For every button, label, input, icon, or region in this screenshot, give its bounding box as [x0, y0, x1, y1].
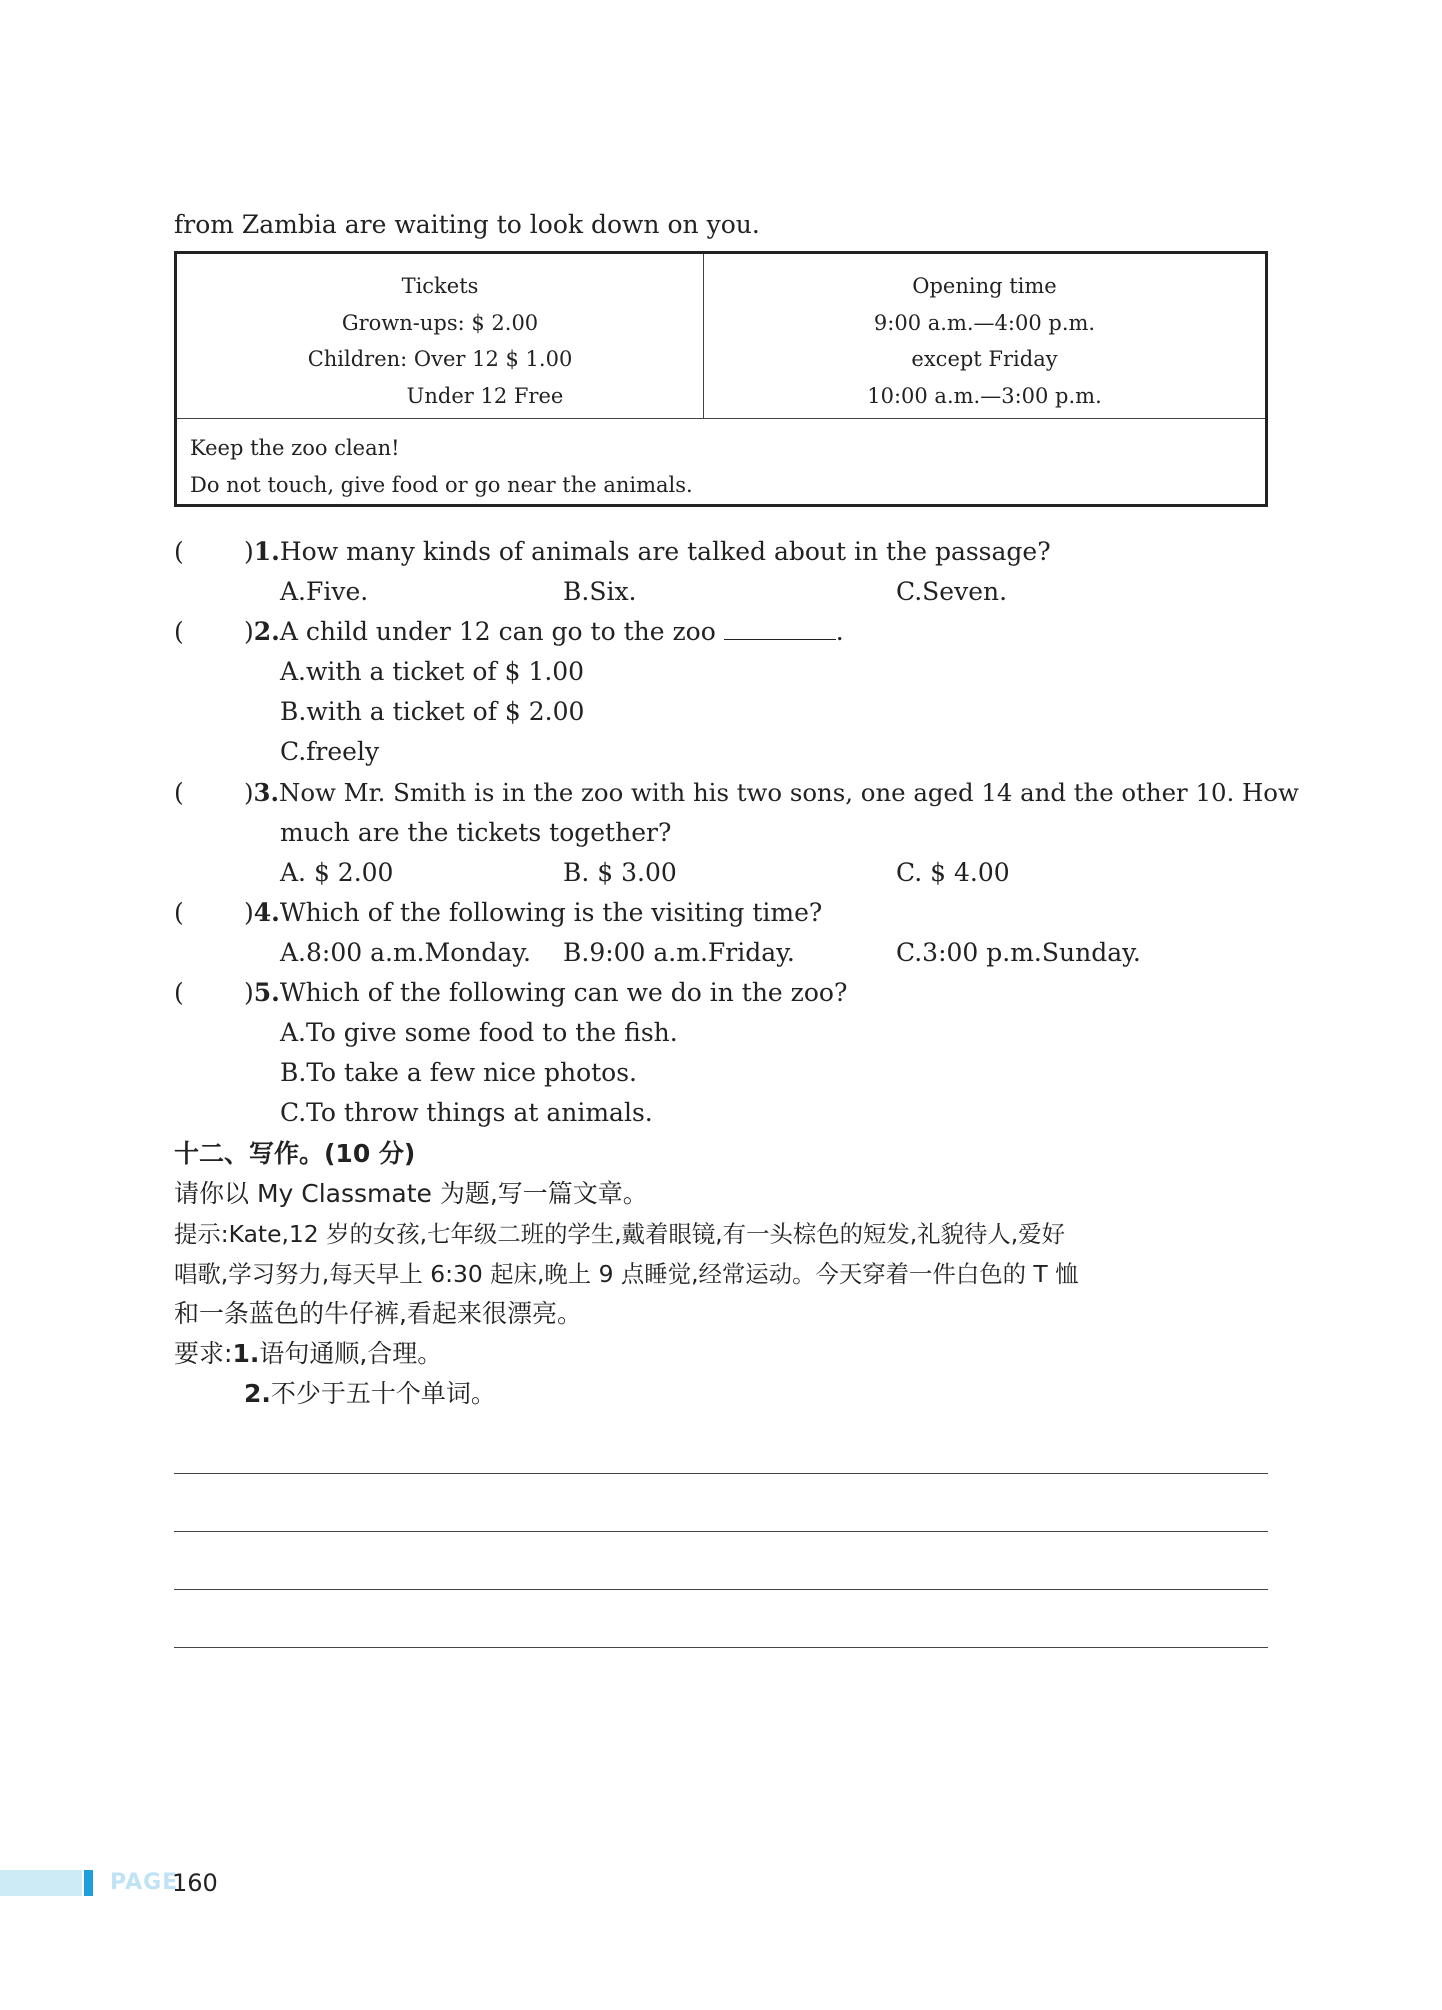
opening-hours: 9:00 a.m.—4:00 p.m.	[873, 310, 1096, 335]
q3-option-b: B. $ 3.00	[563, 858, 677, 887]
question-4	[174, 893, 184, 933]
writing-section-title: 十二、写作。(10 分)	[174, 1139, 416, 1168]
tickets-cell	[177, 254, 704, 418]
page-footer-bar	[0, 1870, 82, 1896]
question-text: Now Mr. Smith is in the zoo with his two sons, one aged 14 and the other 10. How	[279, 778, 1299, 807]
q4-option-a: A.8:00 a.m.Monday.	[280, 938, 532, 967]
q4-option-b: B.9:00 a.m.Friday.	[563, 938, 795, 967]
rule-2: Do not touch, give food or go near the animals.	[190, 472, 693, 497]
answer-paren-close: )	[244, 898, 254, 927]
question-text: A child under 12 can go to the zoo	[279, 617, 716, 646]
q1-option-a: A.Five.	[280, 577, 369, 606]
writing-line-3[interactable]	[174, 1589, 1268, 1590]
q3-option-c: C. $ 4.00	[896, 858, 1010, 887]
question-number: 4.	[253, 898, 280, 927]
question-number: 3.	[253, 778, 279, 807]
passage-last-line: from Zambia are waiting to look down on you.	[174, 210, 760, 239]
answer-paren-open: (	[174, 617, 184, 646]
question-4-stem	[244, 893, 822, 933]
question-2	[174, 612, 184, 652]
answer-paren-open: (	[174, 778, 184, 807]
answer-paren-open: (	[174, 537, 184, 566]
zoo-notice-table	[174, 251, 1268, 507]
requirement-label: 要求:	[174, 1339, 233, 1368]
question-number: 2.	[253, 617, 280, 646]
question-number: 1.	[253, 537, 280, 566]
requirement-text: 不少于五十个单词。	[270, 1379, 496, 1408]
writing-line-1[interactable]	[174, 1473, 1268, 1474]
friday-hours: 10:00 a.m.—3:00 p.m.	[867, 383, 1102, 408]
writing-requirement-2	[244, 1374, 496, 1414]
q1-option-b: B.Six.	[563, 577, 637, 606]
q3-option-a: A. $ 2.00	[280, 858, 394, 887]
q2-option-a: A.with a ticket of $ 1.00	[280, 657, 585, 686]
question-text: How many kinds of animals are talked about in the passage?	[279, 537, 1051, 566]
requirement-text: 语句通顺,合理。	[259, 1339, 443, 1368]
table-divider	[177, 418, 1265, 419]
answer-paren-close: )	[244, 778, 254, 807]
question-3-stem-line2: much are the tickets together?	[280, 818, 672, 847]
answer-paren-open: (	[174, 898, 184, 927]
children-under12-price: Under 12 Free	[406, 383, 564, 408]
question-1	[174, 532, 184, 572]
question-1-stem	[244, 532, 1051, 572]
writing-hint-line-1: 提示:Kate,12 岁的女孩,七年级二班的学生,戴着眼镜,有一头棕色的短发,礼貌待人,爱好	[174, 1220, 1066, 1248]
writing-hint-line-3: 和一条蓝色的牛仔裤,看起来很漂亮。	[174, 1299, 582, 1328]
question-3	[174, 773, 184, 813]
question-5	[174, 973, 184, 1013]
writing-prompt: 请你以 My Classmate 为题,写一篇文章。	[174, 1179, 648, 1208]
tickets-heading: Tickets	[401, 274, 479, 298]
q5-option-c: C.To throw things at animals.	[280, 1098, 653, 1127]
q5-option-a: A.To give some food to the fish.	[280, 1018, 678, 1047]
rule-1: Keep the zoo clean!	[190, 436, 400, 460]
fill-blank	[724, 617, 836, 640]
writing-line-4[interactable]	[174, 1647, 1268, 1648]
question-5-stem	[244, 973, 847, 1013]
answer-paren-close: )	[244, 617, 254, 646]
requirement-number: 2.	[244, 1379, 271, 1408]
requirement-number: 1.	[232, 1339, 260, 1368]
question-2-stem	[244, 612, 844, 652]
grownups-price: Grown-ups: $ 2.00	[341, 310, 539, 335]
children-over12-price: Children: Over 12 $ 1.00	[307, 347, 573, 371]
q5-option-b: B.To take a few nice photos.	[280, 1058, 638, 1087]
opening-time-heading: Opening time	[912, 274, 1057, 298]
answer-paren-open: (	[174, 978, 184, 1007]
page-label: PAGE	[110, 1870, 179, 1895]
q2-option-c: C.freely	[280, 737, 380, 766]
question-number: 5.	[253, 978, 280, 1007]
opening-exception: except Friday	[911, 347, 1058, 371]
q1-option-c: C.Seven.	[896, 577, 1008, 606]
question-3-stem	[244, 773, 1299, 813]
opening-time-cell	[704, 254, 1265, 418]
writing-hint-line-2: 唱歌,学习努力,每天早上 6:30 起床,晚上 9 点睡觉,经常运动。今天穿着一件白色的 T 恤	[174, 1260, 1079, 1288]
writing-requirement-1	[174, 1334, 442, 1374]
answer-paren-close: )	[244, 537, 254, 566]
question-end: .	[835, 617, 844, 646]
answer-paren-close: )	[244, 978, 254, 1007]
question-text: Which of the following can we do in the zoo?	[279, 978, 848, 1007]
zoo-rules	[190, 430, 693, 503]
question-text: Which of the following is the visiting time?	[279, 898, 823, 927]
q4-option-c: C.3:00 p.m.Sunday.	[896, 938, 1141, 967]
q2-option-b: B.with a ticket of $ 2.00	[280, 697, 585, 726]
writing-line-2[interactable]	[174, 1531, 1268, 1532]
page-number: 160	[172, 1869, 218, 1897]
page-accent-mark	[84, 1870, 93, 1896]
